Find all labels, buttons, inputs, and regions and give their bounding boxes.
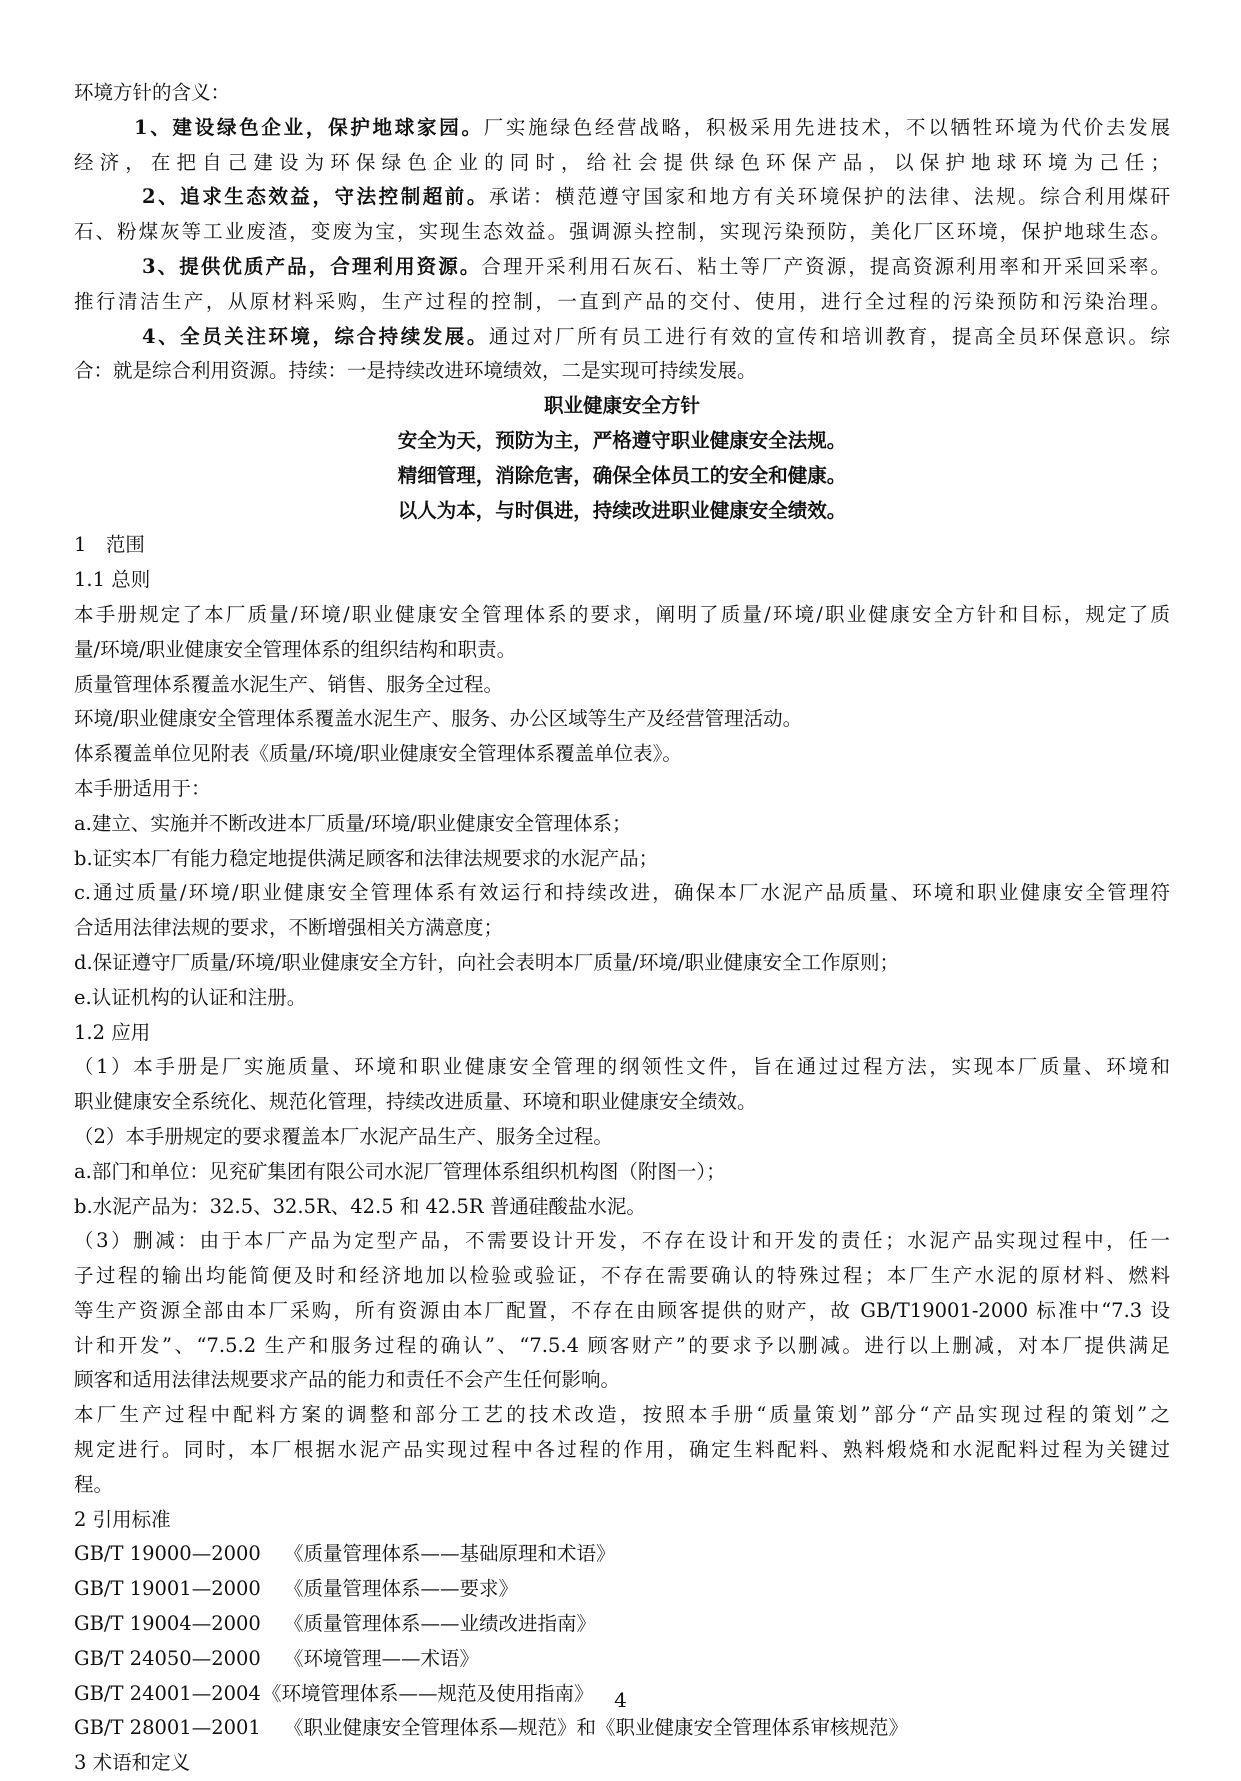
env-item-1-line2: 经济，在把自己建设为环保绿色企业的同时，给社会提供绿色环保产品，以保护地球环境为己任；	[74, 150, 1170, 174]
reference-item	[74, 1711, 1170, 1746]
ohs-policy-line: 安全为天，预防为主，严格遵守职业健康安全法规。	[397, 428, 847, 452]
paragraph: 量/环境/职业健康安全管理体系的组织结构和职责。	[74, 637, 517, 661]
list-item: a.部门和单位：见兖矿集团有限公司水泥厂管理体系组织机构图（附图一）；	[74, 1159, 726, 1183]
env-item-3-line1: 3、提供优质产品，合理利用资源。合理开采利用石灰石、粘土等厂产资源，提高资源利用率和开采回采率。	[142, 254, 1170, 278]
list-item: c.通过质量/环境/职业健康安全管理体系有效运行和持续改进，确保本厂水泥产品质量、环境和职业健康安全管理符	[74, 881, 1170, 905]
ohs-policy-line: 精细管理，消除危害，确保全体员工的安全和健康。	[397, 463, 847, 487]
reference-title: 《质量管理体系——要求》	[284, 1577, 519, 1601]
env-item-3-line2: 推行清洁生产，从原材料采购，生产过程的控制，一直到产品的交付、使用，进行全过程的污染预防和污染治理。	[74, 289, 1170, 313]
paragraph: 体系覆盖单位见附表《质量/环境/职业健康安全管理体系覆盖单位表》。	[74, 742, 682, 766]
section-2-heading: 2 引用标准	[74, 1507, 171, 1531]
list-item: b.证实本厂有能力稳定地提供满足顾客和法律法规要求的水泥产品；	[74, 846, 659, 870]
paragraph: 等生产资源全部由本厂采购，所有资源由本厂配置，不存在由顾客提供的财产，故 GB/T19001-2000 标准中“7.3 设	[74, 1298, 1170, 1322]
ohs-policy-line: 以人为本，与时俱进，持续改进职业健康安全绩效。	[397, 498, 847, 522]
reference-code: GB/T 28001—2001	[74, 1716, 261, 1740]
section-1-1-heading: 1.1 总则	[74, 568, 151, 592]
section-1-2-heading: 1.2 应用	[74, 1020, 151, 1044]
paragraph: 本厂生产过程中配料方案的调整和部分工艺的技术改造，按照本手册“质量策划”部分“产品实现过程的策划”之	[74, 1403, 1170, 1427]
reference-title: 《环境管理——术语》	[284, 1646, 480, 1670]
reference-title: 《质量管理体系——业绩改进指南》	[284, 1612, 597, 1636]
list-item: 合适用法律法规的要求，不断增强相关方满意度；	[74, 916, 504, 940]
reference-item	[74, 1537, 1170, 1572]
paragraph: 本手册规定了本厂质量/环境/职业健康安全管理体系的要求，阐明了质量/环境/职业健康安全方针和目标，规定了质	[74, 602, 1170, 626]
paragraph: 职业健康安全系统化、规范化管理，持续改进质量、环境和职业健康安全绩效。	[74, 1090, 757, 1114]
paragraph: 程。	[74, 1472, 114, 1496]
reference-code: GB/T 19001—2000	[74, 1577, 261, 1601]
section-3-heading: 3 术语和定义	[74, 1751, 191, 1775]
env-item-2-line2: 石、粉煤灰等工业废渣，变废为宝，实现生态效益。强调源头控制，实现污染预防，美化厂区环境，保护地球生态。	[74, 220, 1170, 244]
reference-title: 《质量管理体系——基础原理和术语》	[284, 1542, 616, 1566]
section-1-heading: 1 范围	[74, 533, 145, 557]
paragraph: 顾客和适用法律法规要求产品的能力和责任不会产生任何影响。	[74, 1368, 621, 1392]
paragraph: （1）本手册是厂实施质量、环境和职业健康安全管理的纲领性文件，旨在通过过程方法，实现本厂质量、环境和	[74, 1055, 1170, 1079]
list-item: d.保证遵守厂质量/环境/职业健康安全方针，向社会表明本厂质量/环境/职业健康安全工作原则；	[74, 950, 899, 974]
ohs-policy-title: 职业健康安全方针	[543, 394, 700, 418]
reference-code: GB/T 24001—2004	[74, 1681, 261, 1705]
reference-code: GB/T 24050—2000	[74, 1646, 261, 1670]
reference-code: GB/T 19000—2000	[74, 1542, 261, 1566]
env-item-1-line1: 1、建设绿色企业，保护地球家园。厂实施绿色经营战略，积极采用先进技术，不以牺牲环境为代价去发展	[134, 115, 1170, 139]
paragraph: 计和开发”、“7.5.2 生产和服务过程的确认”、“7.5.4 顾客财产”的要求予以删减。进行以上删减，对本厂提供满足	[74, 1333, 1170, 1357]
env-item-4-line2: 合：就是综合利用资源。持续：一是持续改进环境绩效，二是实现可持续发展。	[74, 359, 757, 383]
reference-item	[74, 1607, 1170, 1642]
list-item: b.水泥产品为：32.5、32.5R、42.5 和 42.5R 普通硅酸盐水泥。	[74, 1194, 646, 1218]
reference-item	[74, 1642, 1170, 1677]
paragraph: 环境/职业健康安全管理体系覆盖水泥生产、服务、办公区域等生产及经营管理活动。	[74, 707, 803, 731]
reference-title: 《环境管理体系——规范及使用指南》	[262, 1681, 594, 1705]
list-item: a.建立、实施并不断改进本厂质量/环境/职业健康安全管理体系；	[74, 811, 632, 835]
paragraph: 本手册适用于：	[74, 776, 211, 800]
paragraph: 规定进行。同时，本厂根据水泥产品实现过程中各过程的作用，确定生料配料、熟料煅烧和水泥配料过程为关键过	[74, 1438, 1170, 1462]
reference-title: 《职业健康安全管理体系—规范》和《职业健康安全管理体系审核规范》	[284, 1716, 909, 1740]
list-item: e.认证机构的认证和注册。	[74, 985, 307, 1009]
reference-code: GB/T 19004—2000	[74, 1612, 261, 1636]
paragraph: 质量管理体系覆盖水泥生产、销售、服务全过程。	[74, 672, 504, 696]
env-item-4-line1: 4、全员关注环境，综合持续发展。通过对厂所有员工进行有效的宣传和培训教育，提高全员环保意识。综	[142, 324, 1170, 348]
page-number: 4	[614, 1688, 627, 1712]
paragraph: （2）本手册规定的要求覆盖本厂水泥产品生产、服务全过程。	[74, 1124, 613, 1148]
reference-item	[74, 1572, 1170, 1607]
env-meaning-heading: 环境方针的含义：	[74, 81, 231, 104]
env-item-2-line1: 2、追求生态效益，守法控制超前。承诺：横范遵守国家和地方有关环境保护的法律、法规。综合利用煤矸	[142, 185, 1170, 209]
paragraph: 子过程的输出均能简便及时和经济地加以检验或验证，不存在需要确认的特殊过程；本厂生产水泥的原材料、燃料	[74, 1264, 1170, 1288]
paragraph: （3）删减：由于本厂产品为定型产品，不需要设计开发，不存在设计和开发的责任；水泥产品实现过程中，任一	[74, 1229, 1170, 1253]
document-page	[74, 76, 1170, 1781]
